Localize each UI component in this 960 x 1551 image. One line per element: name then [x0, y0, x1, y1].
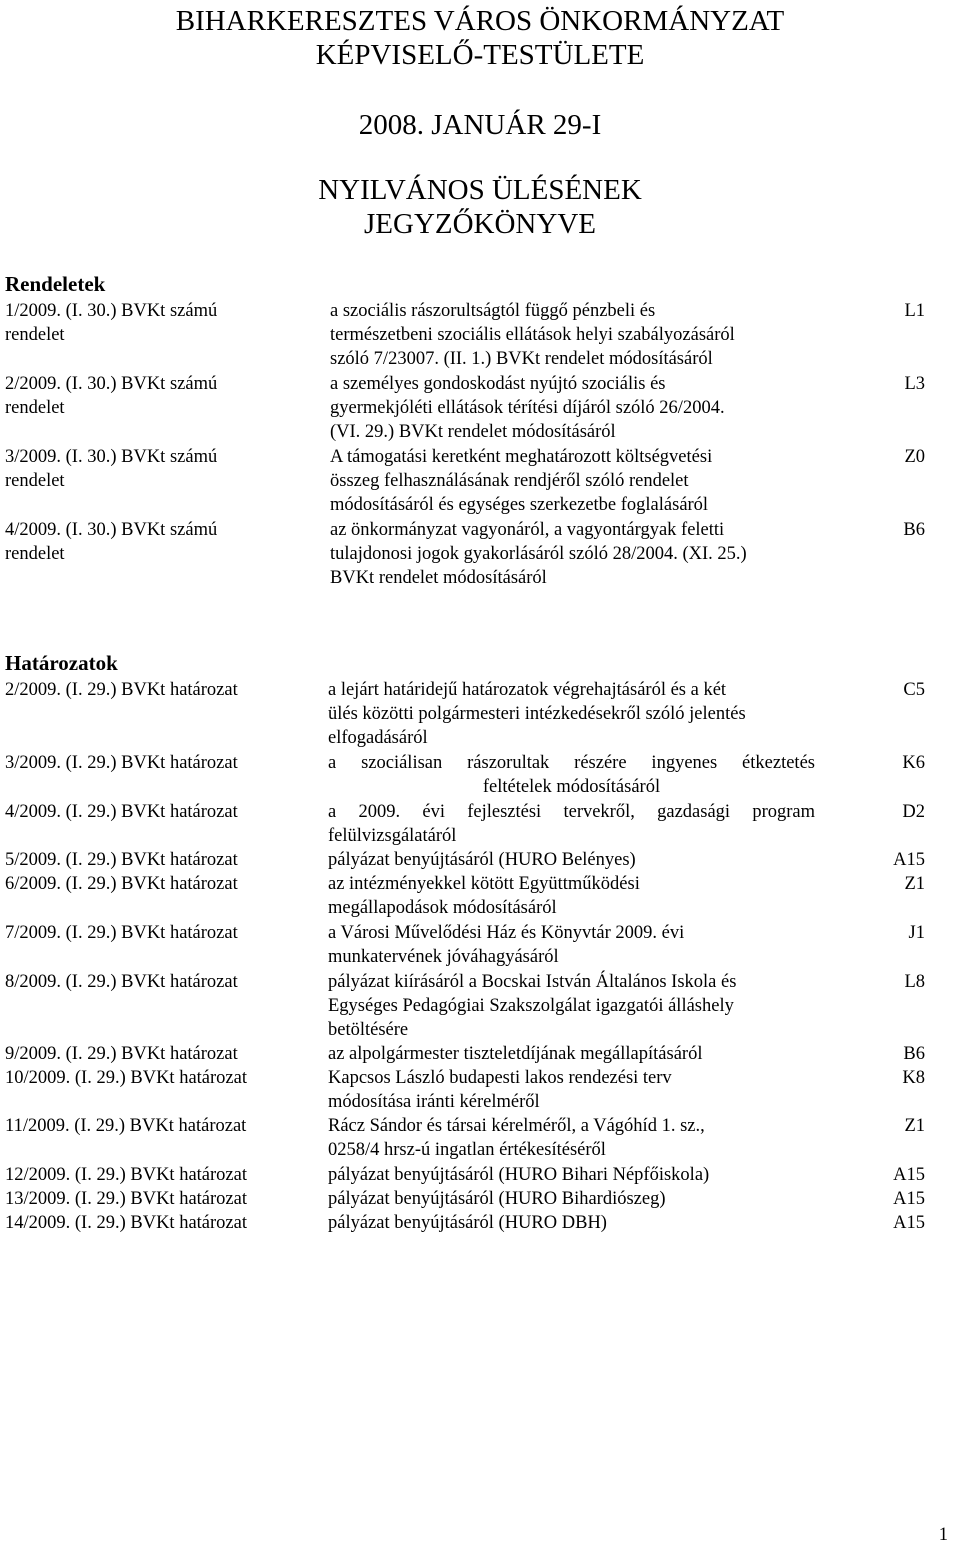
hatarozat-desc-line: a 2009. évi fejlesztési tervekről, gazdasági program	[328, 802, 815, 822]
hatarozat-code: A15	[893, 1165, 925, 1185]
hatarozat-desc-line: felülvizsgálatáról	[328, 826, 457, 846]
hatarozat-desc-line: a lejárt határidejű határozatok végrehajtásáról és a két	[328, 680, 727, 700]
hatarozat-desc-line: Rácz Sándor és társai kérelméről, a Vágóhíd 1. sz.,	[328, 1116, 705, 1136]
hatarozat-code: K6	[902, 753, 925, 773]
hatarozat-desc-line: betöltésére	[328, 1020, 409, 1040]
hatarozat-id: 10/2009. (I. 29.) BVKt határozat	[5, 1068, 247, 1088]
rendelet-id-suffix: rendelet	[5, 544, 65, 564]
hatarozat-code: A15	[893, 1213, 925, 1233]
rendelet-id-suffix: rendelet	[5, 471, 65, 491]
hatarozatok-heading: Határozatok	[5, 651, 118, 675]
header-line-4: NYILVÁNOS ÜLÉSÉNEK	[318, 174, 642, 206]
rendelet-id-suffix: rendelet	[5, 325, 65, 345]
rendelet-desc-line: szóló 7/23007. (II. 1.) BVKt rendelet módosításáról	[330, 349, 713, 369]
hatarozat-desc-line: pályázat benyújtásáról (HURO Bihari Népfőiskola)	[328, 1165, 710, 1185]
hatarozat-id: 2/2009. (I. 29.) BVKt határozat	[5, 680, 238, 700]
hatarozat-desc-line: az intézményekkel kötött Együttműködési	[328, 874, 640, 894]
hatarozat-code: Z1	[904, 1116, 925, 1136]
rendeletek-heading: Rendeletek	[5, 272, 106, 296]
hatarozat-desc-line: pályázat benyújtásáról (HURO Belényes)	[328, 850, 636, 870]
hatarozat-code: K8	[902, 1068, 925, 1088]
rendelet-desc-line: összeg felhasználásának rendjéről szóló rendelet	[330, 471, 689, 491]
hatarozat-id: 11/2009. (I. 29.) BVKt határozat	[5, 1116, 247, 1136]
rendelet-desc-line: a szociális rászorultságtól függő pénzbeli és	[330, 301, 656, 321]
hatarozat-desc-line: 0258/4 hrsz-ú ingatlan értékesítéséről	[328, 1140, 606, 1160]
header-line-1: BIHARKERESZTES VÁROS ÖNKORMÁNYZAT	[175, 5, 785, 37]
hatarozat-desc-line: pályázat benyújtásáról (HURO Bihardiószeg)	[328, 1189, 666, 1209]
hatarozat-desc-line: Kapcsos László budapesti lakos rendezési terv	[328, 1068, 672, 1088]
hatarozat-desc-line: a szociálisan rászorultak részére ingyenes étkeztetés	[328, 753, 815, 773]
hatarozat-desc-line: munkatervének jóváhagyásáról	[328, 947, 559, 967]
rendelet-id: 1/2009. (I. 30.) BVKt számú	[5, 301, 218, 321]
rendelet-code: L3	[904, 374, 925, 394]
hatarozat-id: 8/2009. (I. 29.) BVKt határozat	[5, 972, 238, 992]
hatarozat-id: 4/2009. (I. 29.) BVKt határozat	[5, 802, 238, 822]
hatarozat-code: A15	[893, 850, 925, 870]
rendelet-desc-line: BVKt rendelet módosításáról	[330, 568, 547, 588]
rendelet-code: B6	[903, 520, 925, 540]
rendelet-desc-line: a személyes gondoskodást nyújtó szociális és	[330, 374, 666, 394]
rendelet-desc-line: gyermekjóléti ellátások térítési díjáról szóló 26/2004.	[330, 398, 725, 418]
hatarozat-code: D2	[902, 802, 925, 822]
rendelet-desc-line: (VI. 29.) BVKt rendelet módosításáról	[330, 422, 616, 442]
hatarozat-code: J1	[908, 923, 925, 943]
header-line-5: JEGYZŐKÖNYVE	[364, 208, 596, 240]
rendelet-code: L1	[904, 301, 925, 321]
hatarozat-desc-line: pályázat kiírásáról a Bocskai István Általános Iskola és	[328, 972, 737, 992]
rendelet-id: 2/2009. (I. 30.) BVKt számú	[5, 374, 218, 394]
hatarozat-code: L8	[904, 972, 925, 992]
hatarozat-desc-line: ülés közötti polgármesteri intézkedésekről szóló jelentés	[328, 704, 746, 724]
hatarozat-code: B6	[903, 1044, 925, 1064]
hatarozat-code: C5	[903, 680, 925, 700]
hatarozat-desc-line: a Városi Művelődési Ház és Könyvtár 2009. évi	[328, 923, 685, 943]
hatarozat-id: 14/2009. (I. 29.) BVKt határozat	[5, 1213, 247, 1233]
hatarozat-code: Z1	[904, 874, 925, 894]
meeting-date: 2008. JANUÁR 29-I	[358, 109, 602, 141]
rendelet-id: 3/2009. (I. 30.) BVKt számú	[5, 447, 218, 467]
hatarozat-desc-line: megállapodások módosításáról	[328, 898, 557, 918]
rendelet-desc-line: módosításáról és egységes szerkezetbe foglalásáról	[330, 495, 709, 515]
rendelet-desc-line: tulajdonosi jogok gyakorlásáról szóló 28/2004. (XI. 25.)	[330, 544, 747, 564]
hatarozat-desc-line: Egységes Pedagógiai Szakszolgálat igazgatói álláshely	[328, 996, 734, 1016]
hatarozat-desc-line: elfogadásáról	[328, 728, 428, 748]
hatarozat-id: 9/2009. (I. 29.) BVKt határozat	[5, 1044, 238, 1064]
rendelet-code: Z0	[904, 447, 925, 467]
hatarozat-code: A15	[893, 1189, 925, 1209]
hatarozat-id: 6/2009. (I. 29.) BVKt határozat	[5, 874, 238, 894]
hatarozat-desc-line: feltételek módosításáról	[482, 777, 661, 797]
rendelet-id-suffix: rendelet	[5, 398, 65, 418]
hatarozat-desc-line: módosítása iránti kérelméről	[328, 1092, 540, 1112]
rendelet-desc-line: természetbeni szociális ellátások helyi szabályozásáról	[330, 325, 735, 345]
hatarozat-id: 13/2009. (I. 29.) BVKt határozat	[5, 1189, 247, 1209]
rendelet-desc-line: A támogatási keretként meghatározott költségvetési	[330, 447, 713, 467]
hatarozat-id: 7/2009. (I. 29.) BVKt határozat	[5, 923, 238, 943]
hatarozat-desc-line: pályázat benyújtásáról (HURO DBH)	[328, 1213, 607, 1233]
hatarozat-id: 3/2009. (I. 29.) BVKt határozat	[5, 753, 238, 773]
rendelet-id: 4/2009. (I. 30.) BVKt számú	[5, 520, 218, 540]
rendelet-desc-line: az önkormányzat vagyonáról, a vagyontárgyak feletti	[330, 520, 725, 540]
header-line-2: KÉPVISELŐ-TESTÜLETE	[315, 39, 645, 71]
page-number: 1	[938, 1525, 948, 1545]
hatarozat-id: 5/2009. (I. 29.) BVKt határozat	[5, 850, 238, 870]
hatarozat-id: 12/2009. (I. 29.) BVKt határozat	[5, 1165, 247, 1185]
hatarozat-desc-line: az alpolgármester tiszteletdíjának megállapításáról	[328, 1044, 703, 1064]
